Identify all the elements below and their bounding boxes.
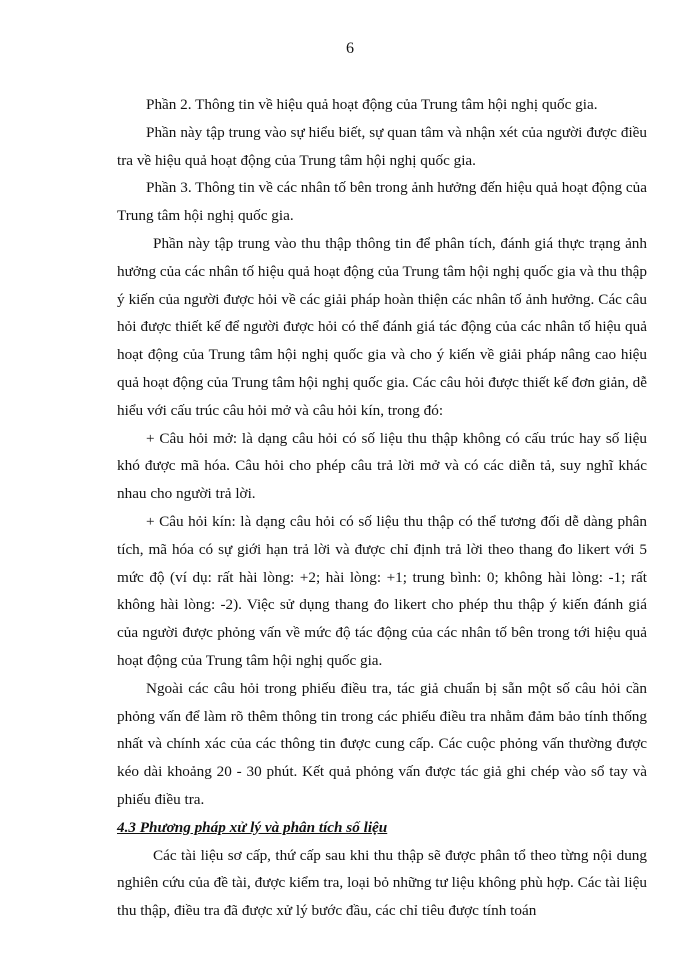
paragraph-interviews: Ngoài các câu hỏi trong phiếu điều tra, tác giả chuẩn bị sẵn một số câu hỏi cần phỏng vấn để làm rõ thêm thông tin trong các phiếu điều tra nhằm đảm bảo tính thống nhất và chính xác của các thông tin được cung cấp. Các cuộc phỏng vấn thường được kéo dài khoảng 20 - 30 phút. Kết quả phỏng vấn được tác giả ghi chép vào sổ tay và phiếu điều tra. <box>117 679 647 808</box>
body-text <box>117 91 647 925</box>
paragraph-data-processing: Các tài liệu sơ cấp, thứ cấp sau khi thu thập sẽ được phân tổ theo từng nội dung nghiên cứu của đề tài, được kiểm tra, loại bỏ những tư liệu không phù hợp. Các tài liệu thu thập, điều tra đã được xử lý bước đầu, các chỉ tiêu được tính toán <box>117 846 647 920</box>
page-number: 6 <box>346 40 354 57</box>
paragraph-part3-description: Phần này tập trung vào thu thập thông tin để phân tích, đánh giá thực trạng ảnh hưởng của các nhân tố hiệu quả hoạt động của Trung tâm hội nghị quốc gia và thu thập ý kiến của người được hỏi về các giải pháp hoàn thiện các nhân tố ảnh hưởng. Các câu hỏi được thiết kế để người được hỏi có thể đánh giá tác động của các nhân tố hiệu quả hoạt động của Trung tâm hội nghị quốc gia và cho ý kiến về giải pháp nâng cao hiệu quả hoạt động của Trung tâm hội nghị quốc gia. Các câu hỏi được thiết kế đơn giản, dễ hiểu với cấu trúc câu hỏi mở và câu hỏi kín, trong đó: <box>117 234 647 419</box>
paragraph-part2-description: Phần này tập trung vào sự hiểu biết, sự quan tâm và nhận xét của người được điều tra về hiệu quả hoạt động của Trung tâm hội nghị quốc gia. <box>117 123 647 169</box>
paragraph-closed-questions: + Câu hỏi kín: là dạng câu hỏi có số liệu thu thập có thể tương đối dễ dàng phân tích, mã hóa có sự giới hạn trả lời và được chỉ định trả lời theo thang đo likert với 5 mức độ (ví dụ: rất hài lòng: +2; hài lòng: +1; trung bình: 0; không hài lòng: -1; rất không hài lòng: -2). Việc sử dụng thang đo likert cho phép thu thập ý kiến đánh giá của người được phỏng vấn về mức độ tác động của các nhân tố bên trong tới hiệu quả hoạt động của Trung tâm hội nghị quốc gia. <box>117 512 647 669</box>
paragraph-part2-title: Phần 2. Thông tin về hiệu quả hoạt động của Trung tâm hội nghị quốc gia. <box>146 96 598 113</box>
paragraph-open-questions: + Câu hỏi mở: là dạng câu hỏi có số liệu thu thập không có cấu trúc hay số liệu khó được mã hóa. Câu hỏi cho phép câu trả lời mở và có các diễn tả, suy nghĩ khác nhau cho người trả lời. <box>117 429 647 503</box>
section-heading-4-3: 4.3 Phương pháp xử lý và phân tích số liệu <box>117 818 388 836</box>
paragraph-part3-title: Phần 3. Thông tin về các nhân tố bên trong ảnh hưởng đến hiệu quả hoạt động của Trung tâm hội nghị quốc gia. <box>117 179 647 225</box>
